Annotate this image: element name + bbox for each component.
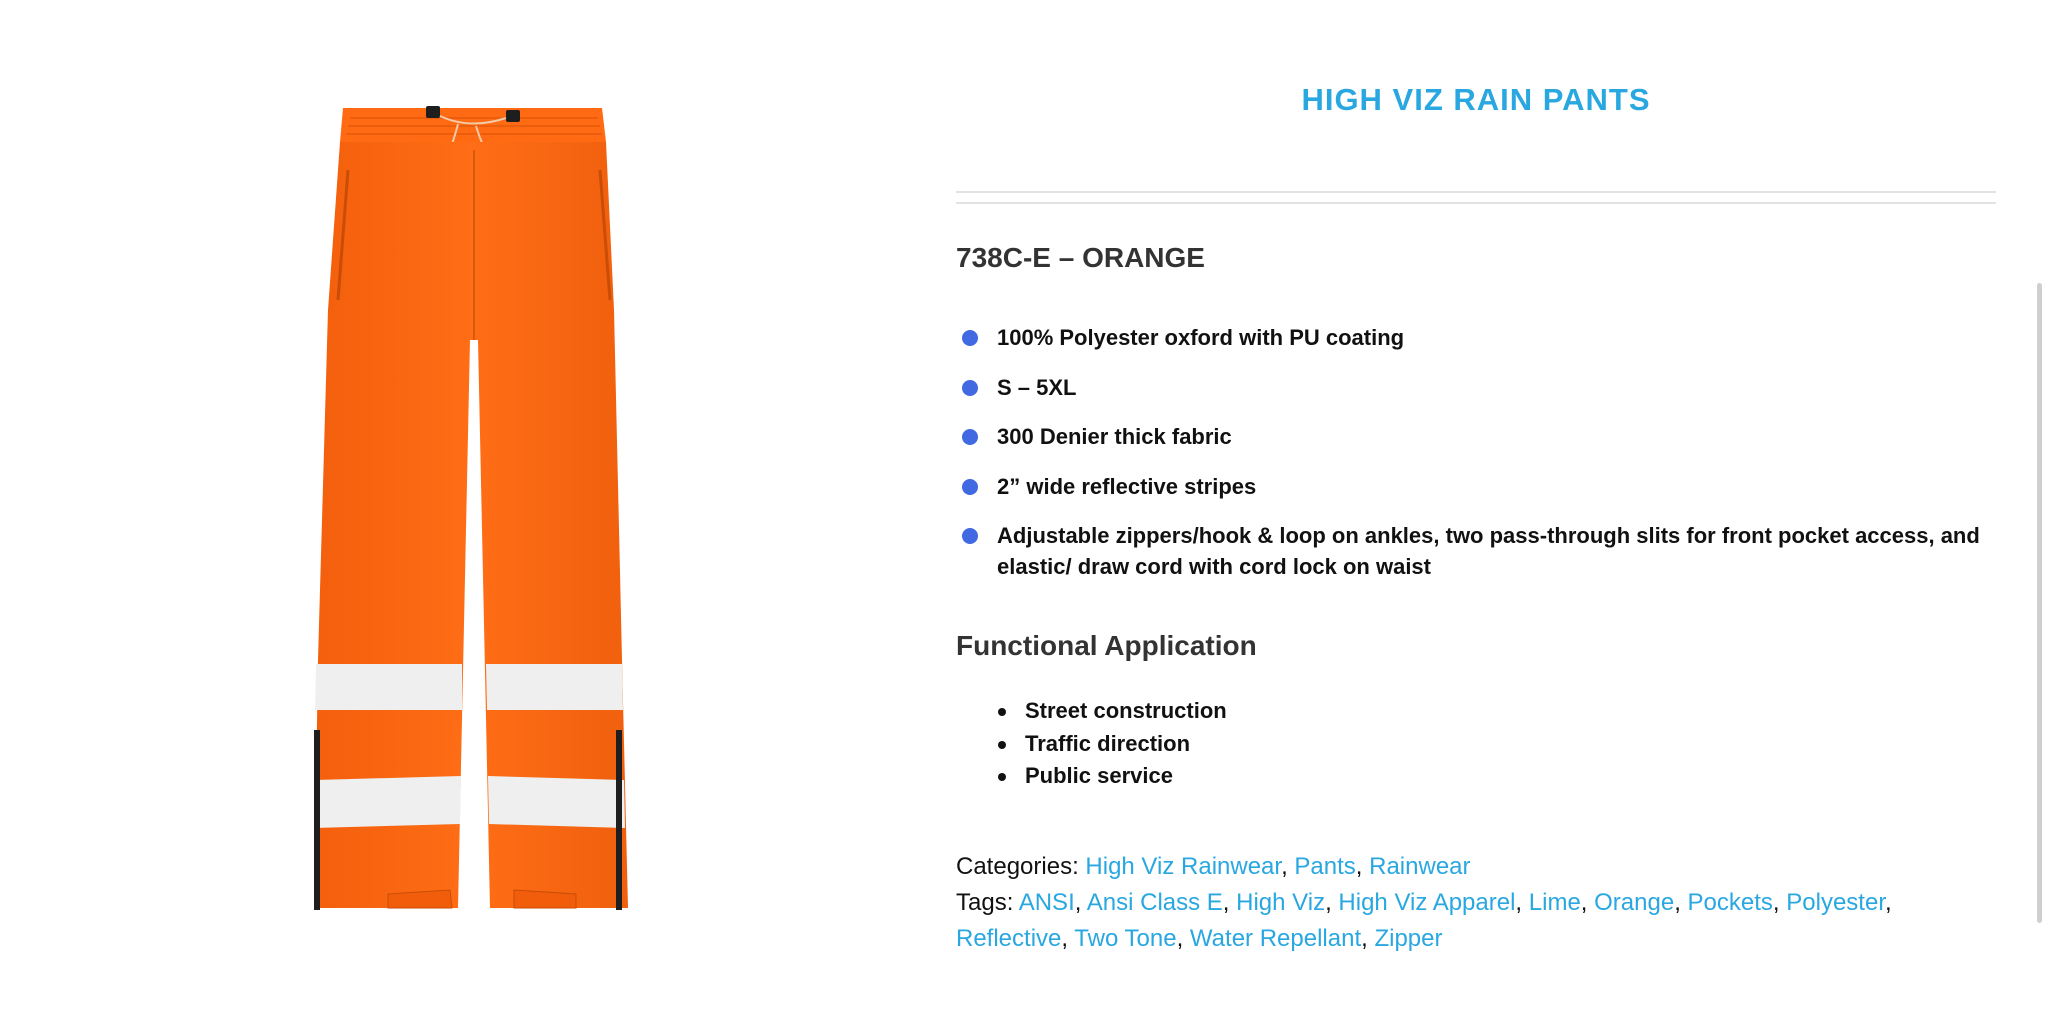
tags-link[interactable]: ANSI	[1018, 889, 1075, 916]
link-separator: ,	[1061, 925, 1075, 952]
link-separator: ,	[1674, 889, 1688, 916]
categories-label: Categories:	[956, 853, 1079, 880]
tags-link[interactable]: Pockets	[1687, 889, 1773, 916]
link-separator: ,	[1176, 925, 1190, 952]
categories-link[interactable]: Rainwear	[1369, 853, 1471, 880]
feature-item	[956, 421, 1996, 452]
tags-link[interactable]: Two Tone	[1074, 925, 1177, 952]
application-item: Public service	[1025, 760, 1227, 793]
tags-links	[956, 889, 1892, 952]
tags-link[interactable]: Polyester	[1786, 889, 1885, 916]
categories-link[interactable]: Pants	[1294, 853, 1356, 880]
tags-link[interactable]: High Viz	[1236, 889, 1326, 916]
product-title: HIGH VIZ RAIN PANTS	[1301, 82, 1651, 117]
link-separator: ,	[1222, 889, 1237, 916]
tags-link[interactable]: Orange	[1594, 889, 1675, 916]
product-image	[300, 100, 650, 920]
feature-text: 100% Polyester oxford with PU coating	[997, 325, 1405, 350]
bullet-dot-icon	[962, 380, 978, 396]
application-list	[1025, 695, 1227, 793]
product-sku: 738C-E – ORANGE	[956, 242, 1205, 273]
link-separator: ,	[1281, 853, 1295, 880]
tags-row	[956, 885, 1976, 957]
feature-text: 300 Denier thick fabric	[997, 424, 1232, 449]
tags-link[interactable]: Water Repellant	[1189, 925, 1362, 952]
link-separator: ,	[1074, 889, 1087, 916]
functional-application-heading: Functional Application	[956, 630, 1257, 661]
bullet-dot-icon	[962, 330, 978, 346]
product-meta	[956, 849, 1976, 957]
link-separator: ,	[1884, 889, 1892, 916]
tags-link[interactable]: High Viz Apparel	[1338, 889, 1516, 916]
feature-list	[956, 322, 1996, 601]
link-separator: ,	[1355, 853, 1370, 880]
bullet-dot-icon	[962, 528, 978, 544]
title-divider-top	[956, 191, 1996, 193]
bullet-dot-icon	[962, 429, 978, 445]
scrollbar-thumb[interactable]	[2037, 283, 2042, 923]
feature-text: Adjustable zippers/hook & loop on ankles, two pass-through slits for front pocket access, and elastic/ draw cord with cord lock on waist	[997, 523, 1980, 579]
link-separator: ,	[1361, 925, 1375, 952]
feature-item	[956, 322, 1996, 353]
tags-link[interactable]: Lime	[1528, 889, 1581, 916]
link-separator: ,	[1772, 889, 1787, 916]
feature-item	[956, 471, 1996, 502]
categories-link[interactable]: High Viz Rainwear	[1085, 853, 1282, 880]
link-separator: ,	[1325, 889, 1339, 916]
tags-link[interactable]: Reflective	[956, 925, 1062, 952]
high-viz-rain-pants-image	[300, 100, 650, 920]
tags-label: Tags:	[956, 889, 1014, 916]
bullet-dot-icon	[962, 479, 978, 495]
title-divider-bottom	[956, 202, 1996, 204]
link-separator: ,	[1580, 889, 1595, 916]
feature-text: 2” wide reflective stripes	[997, 473, 1257, 499]
link-separator: ,	[1515, 889, 1529, 916]
application-item: Street construction	[1025, 695, 1227, 728]
categories-row	[956, 849, 1976, 885]
feature-item	[956, 520, 1996, 582]
page-scrollbar[interactable]	[2034, 0, 2048, 1028]
categories-links	[1085, 853, 1470, 880]
tags-link[interactable]: Zipper	[1374, 925, 1443, 952]
feature-text: S – 5XL	[997, 374, 1077, 400]
feature-item	[956, 372, 1996, 403]
application-item: Traffic direction	[1025, 728, 1227, 761]
tags-link[interactable]: Ansi Class E	[1086, 889, 1223, 916]
